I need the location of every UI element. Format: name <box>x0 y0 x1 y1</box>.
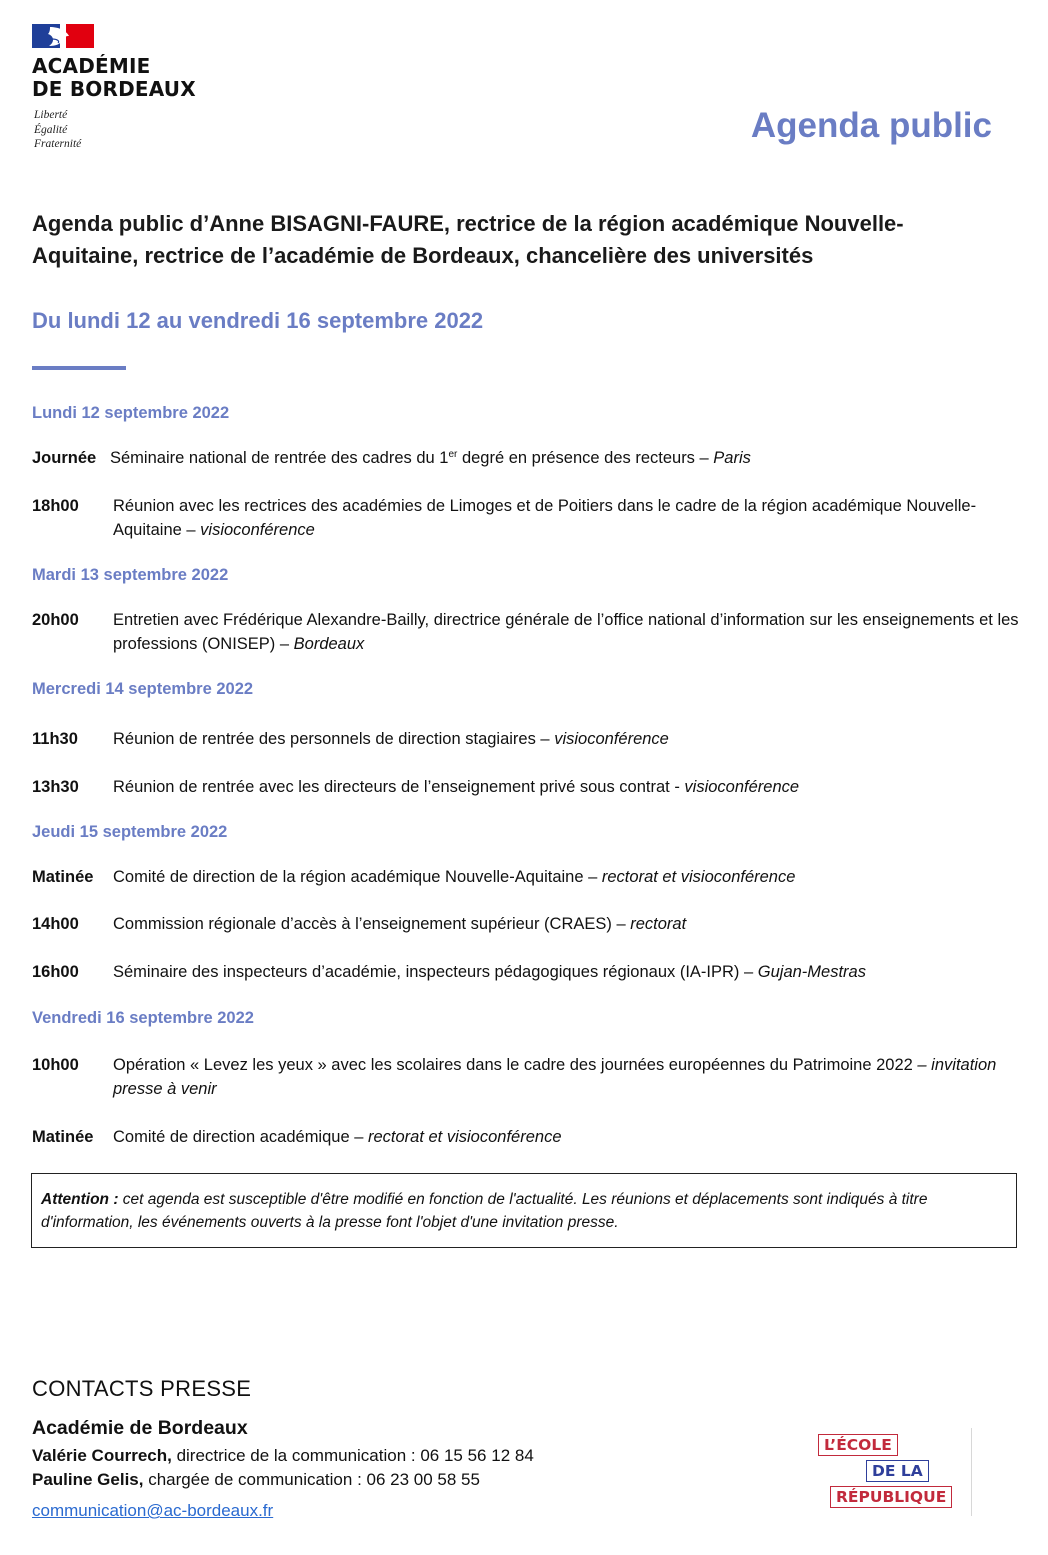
event-place: visioconférence <box>684 778 800 796</box>
event-description: Réunion de rentrée des personnels de direction stagiaires – visioconférence <box>113 730 669 748</box>
event-time: 18h00 <box>32 497 79 515</box>
agenda-event <box>32 446 1022 470</box>
contacts-title: CONTACTS PRESSE <box>32 1376 252 1401</box>
contact-name: Valérie Courrech, <box>32 1446 172 1465</box>
notice-text: cet agenda est susceptible d'être modifié en fonction de l'actualité. Les réunions et déplacements sont indiqués à titre d'information, les événements ouverts à la presse font l'objet d'une invitation presse. <box>41 1191 928 1231</box>
event-description: Séminaire des inspecteurs d’académie, inspecteurs pédagogiques régionaux (IA-IPR) – Gujan-Mestras <box>113 963 866 981</box>
contact-role: chargée de communication : 06 23 00 58 55 <box>143 1470 480 1489</box>
agenda-event <box>32 960 1022 984</box>
ecole-republique-logo: L’ÉCOLE DE LA RÉPUBLIQUE <box>818 1428 972 1518</box>
agenda-event <box>32 494 1022 542</box>
event-place: visioconférence <box>554 730 669 748</box>
attention-notice <box>31 1173 1017 1248</box>
contact-person <box>32 1470 480 1490</box>
event-time: Matinée <box>32 868 94 886</box>
event-time: Matinée <box>32 1128 94 1146</box>
contact-person <box>32 1446 534 1466</box>
event-time: 10h00 <box>32 1056 79 1074</box>
event-description: Commission régionale d’accès à l’enseignement supérieur (CRAES) – rectorat <box>113 915 687 933</box>
contact-role: directrice de la communication : 06 15 56 12 84 <box>171 1446 534 1465</box>
event-time: 16h00 <box>32 963 79 981</box>
event-place: Gujan-Mestras <box>757 963 866 981</box>
academie-name: ACADÉMIE DE BORDEAUX <box>32 54 196 101</box>
header-title: Agenda public <box>750 106 992 145</box>
event-place: Paris <box>713 449 751 467</box>
agenda-event <box>32 865 1022 889</box>
page-title: Agenda public d’Anne BISAGNI-FAURE, rectrice de la région académique Nouvelle- Aquitaine, rectrice de l’académie de Bordeaux, chancelière des universités <box>32 211 904 268</box>
agenda-event <box>32 775 1022 799</box>
event-place: – invitation presse à venir <box>113 1056 997 1098</box>
event-time: 14h00 <box>32 915 79 933</box>
logo-divider <box>971 1428 972 1516</box>
agenda-event <box>32 1053 1022 1101</box>
event-time: Journée <box>32 449 97 467</box>
day-heading: Jeudi 15 septembre 2022 <box>32 823 228 841</box>
event-description: Séminaire national de rentrée des cadres du 1er degré en présence des recteurs – Paris <box>110 449 751 467</box>
agenda-event <box>32 727 1022 751</box>
event-place: rectorat et visioconférence <box>367 1128 562 1146</box>
accent-divider <box>32 366 126 370</box>
day-heading: Mardi 13 septembre 2022 <box>32 566 229 584</box>
event-time: 11h30 <box>32 730 78 748</box>
event-description: Réunion de rentrée avec les directeurs de l’enseignement privé sous contrat - visioconférence <box>113 778 800 796</box>
event-place: rectorat <box>630 915 687 933</box>
event-description: Entretien avec Frédérique Alexandre-Bailly, directrice générale de l’office national d’information sur les enseignements et les professions (ONISEP) – Bordeaux <box>113 611 1019 653</box>
notice-label: Attention : <box>41 1191 119 1208</box>
marianne-flag-icon <box>32 24 94 48</box>
date-range: Du lundi 12 au vendredi 16 septembre 2022 <box>32 308 484 333</box>
event-place: rectorat et visioconférence <box>601 868 796 886</box>
agenda-event <box>32 1125 1022 1149</box>
event-description: Comité de direction académique – rectorat et visioconférence <box>113 1128 562 1146</box>
day-heading: Lundi 12 septembre 2022 <box>32 404 230 422</box>
event-time: 20h00 <box>32 611 79 629</box>
republic-motto: Liberté Égalité Fraternité <box>34 109 82 150</box>
event-place: Bordeaux <box>293 635 365 653</box>
contacts-org: Académie de Bordeaux <box>32 1417 248 1439</box>
event-description: Réunion avec les rectrices des académies de Limoges et de Poitiers dans le cadre de la région académique Nouvelle-Aquitaine – visioconférence <box>113 497 977 539</box>
event-description: Comité de direction de la région académique Nouvelle-Aquitaine – rectorat et visioconférence <box>113 868 796 886</box>
day-heading: Mercredi 14 septembre 2022 <box>32 680 254 698</box>
agenda-event <box>32 912 1022 936</box>
contact-email-link[interactable]: communication@ac-bordeaux.fr <box>32 1501 274 1520</box>
event-place: visioconférence <box>200 521 315 539</box>
event-description: Opération « Levez les yeux » avec les scolaires dans le cadre des journées européennes du Patrimoine 2022 – invitation presse à venir <box>113 1056 997 1098</box>
agenda-event <box>32 608 1022 656</box>
event-time: 13h30 <box>32 778 79 796</box>
day-heading: Vendredi 16 septembre 2022 <box>32 1009 254 1027</box>
contact-name: Pauline Gelis, <box>32 1470 144 1489</box>
